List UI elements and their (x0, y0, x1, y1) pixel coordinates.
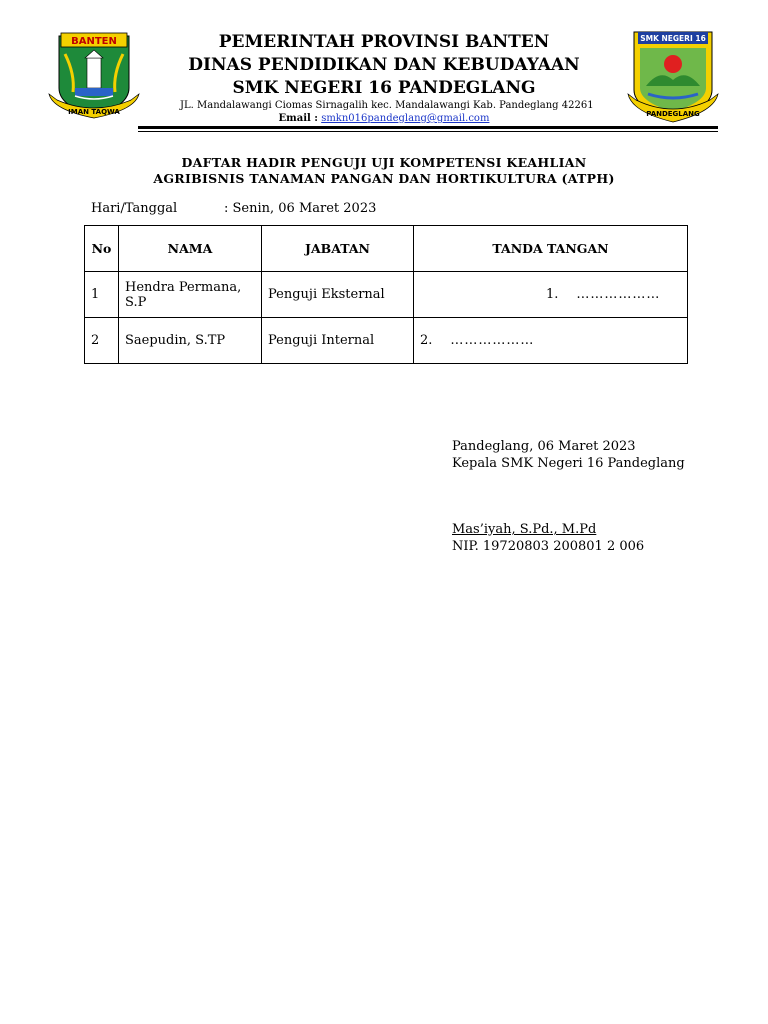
header-jabatan: JABATAN (262, 226, 414, 272)
header-department: DINAS PENDIDIKAN DAN KEBUDAYAAN (188, 55, 580, 75)
document-subtitle: AGRIBISNIS TANAMAN PANGAN DAN HORTIKULTURA (ATPH) (153, 171, 615, 186)
table-row (85, 318, 688, 364)
header-email-line (0, 113, 768, 124)
signature-position: Kepala SMK Negeri 16 Pandeglang (452, 456, 685, 471)
signature-number: 1. (546, 287, 559, 302)
svg-text:PANDEGLANG: PANDEGLANG (646, 110, 700, 118)
signature-place-date: Pandeglang, 06 Maret 2023 (452, 439, 636, 454)
signature-number: 2. (420, 333, 433, 348)
row-signature (414, 318, 688, 364)
row-jabatan: Penguji Internal (262, 318, 414, 364)
row-nama: Saepudin, S.TP (119, 318, 262, 364)
header-nama: NAMA (119, 226, 262, 272)
svg-text:BANTEN: BANTEN (71, 36, 117, 47)
signature-line: ……………… (576, 287, 661, 302)
svg-text:SMK NEGERI 16: SMK NEGERI 16 (640, 34, 706, 43)
date-value: : Senin, 06 Maret 2023 (224, 201, 377, 216)
row-signature (414, 272, 688, 318)
table-header-row (85, 226, 688, 272)
email-label: Email : (278, 113, 318, 124)
table-row (85, 272, 688, 318)
row-no: 2 (85, 318, 119, 364)
header-government: PEMERINTAH PROVINSI BANTEN (218, 32, 550, 52)
row-no: 1 (85, 272, 119, 318)
header-tanda-tangan: TANDA TANGAN (414, 226, 688, 272)
header-no: No (85, 226, 119, 272)
signature-line: ……………… (450, 333, 535, 348)
document-title: DAFTAR HADIR PENGUJI UJI KOMPETENSI KEAHLIAN (181, 155, 587, 170)
date-label: Hari/Tanggal (91, 201, 178, 216)
row-nama: Hendra Permana, S.P (119, 272, 262, 318)
header-school: SMK NEGERI 16 PANDEGLANG (232, 78, 536, 98)
signature-nip: NIP. 19720803 200801 2 006 (452, 539, 645, 554)
row-jabatan: Penguji Eksternal (262, 272, 414, 318)
header-rule-thick (138, 126, 718, 129)
email-link[interactable]: smkn016pandeglang@gmail.com (321, 113, 490, 124)
header-rule-thin (138, 131, 718, 132)
header-address: JL. Mandalawangi Ciomas Sirnagalih kec. Mandalawangi Kab. Pandeglang 42261 (180, 100, 594, 111)
svg-text:IMAN TAQWA: IMAN TAQWA (68, 108, 120, 116)
attendance-table (84, 225, 688, 364)
signature-name: Mas’iyah, S.Pd., M.Pd (452, 522, 597, 537)
